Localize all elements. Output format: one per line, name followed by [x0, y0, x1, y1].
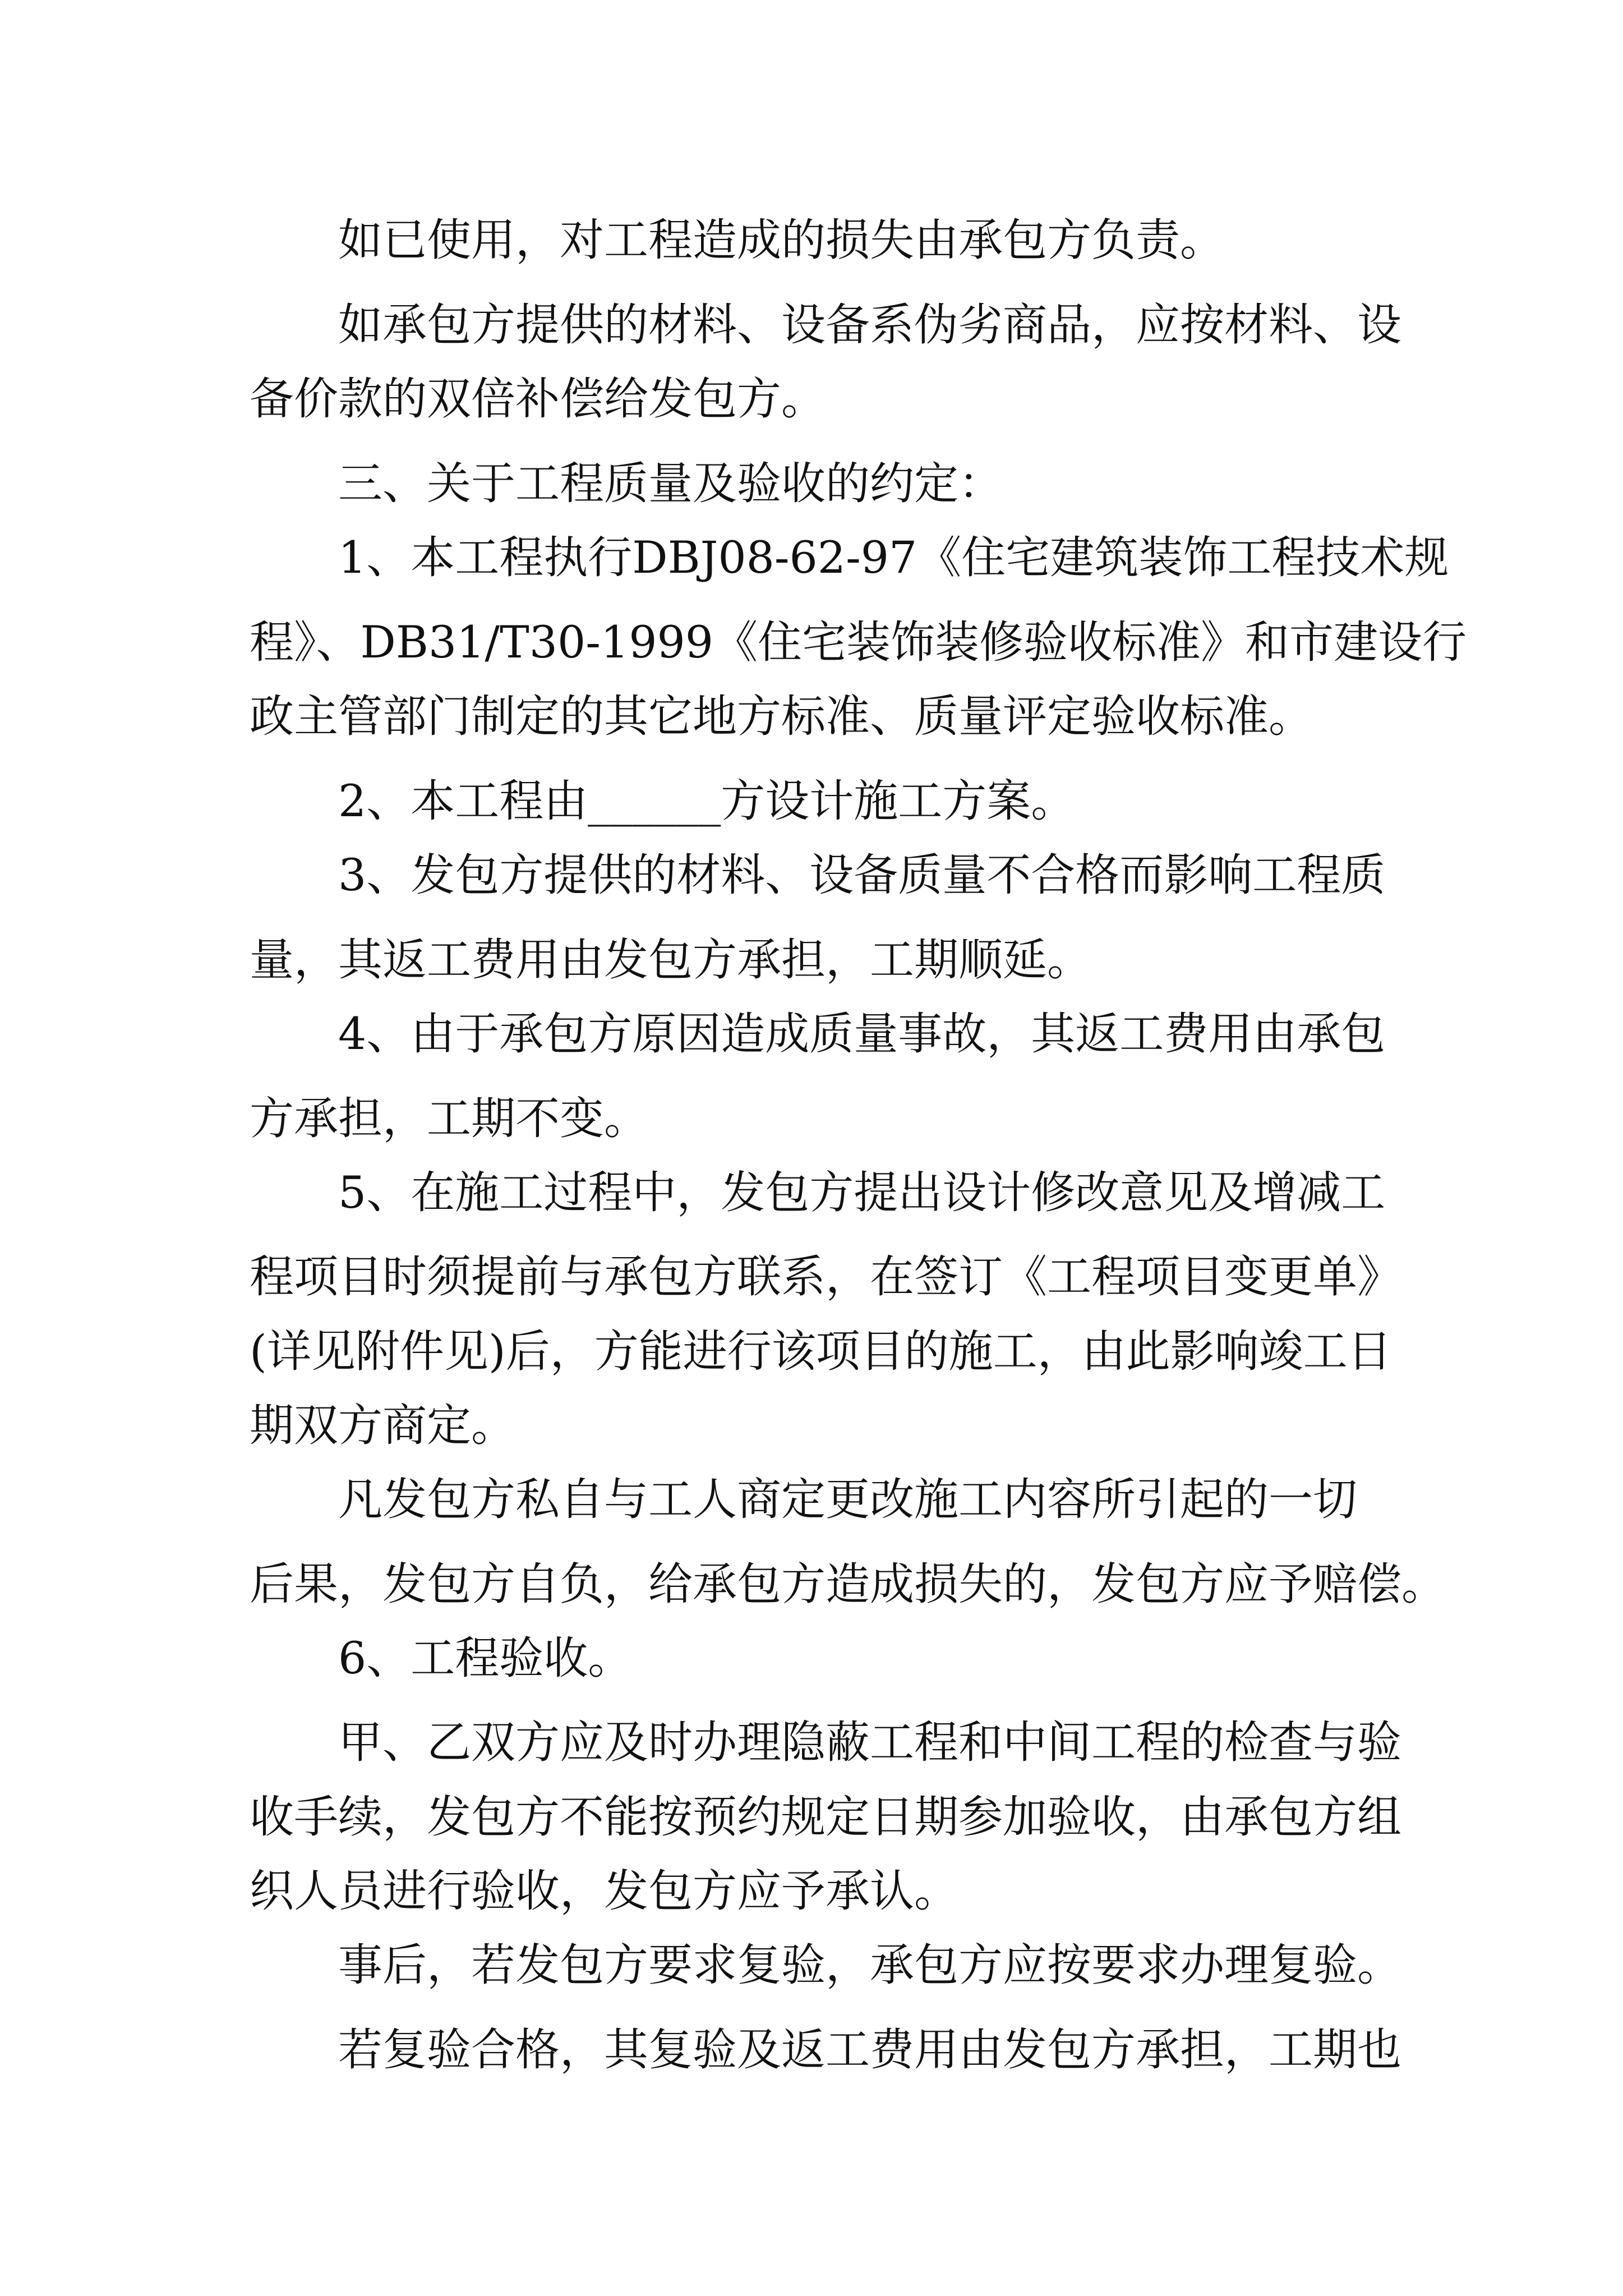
text-line: 甲、乙双方应及时办理隐蔽工程和中间工程的检查与验	[250, 1717, 1401, 1768]
text-line: 备价款的双倍补偿给发包方。	[250, 373, 826, 425]
text-line: 6、工程验收。	[250, 1632, 633, 1684]
section-heading: 三、关于工程质量及验收的约定：	[250, 458, 1003, 509]
text-line: 后果，发包方自负，给承包方造成损失的，发包方应予赔偿。	[250, 1558, 1446, 1610]
text-line: 事后，若发包方要求复验，承包方应按要求办理复验。	[250, 1939, 1401, 1991]
text-line: 4、由于承包方原因造成质量事故，其返工费用由承包	[250, 1008, 1386, 1060]
text-line: 如已使用，对工程造成的损失由承包方负责。	[250, 214, 1224, 266]
text-line: 凡发包方私自与工人商定更改施工内容所引起的一切	[250, 1474, 1357, 1525]
text-line: 2、本工程由______方设计施工方案。	[250, 775, 1076, 827]
text-line: 3、发包方提供的材料、设备质量不合格而影响工程质	[250, 849, 1386, 901]
text-line: 量，其返工费用由发包方承担，工期顺延。	[250, 934, 1091, 986]
text-line: 1、本工程执行DBJ08-62-97《住宅建筑装饰工程技术规	[250, 532, 1449, 583]
text-line: 织人员进行验收，发包方应予承认。	[250, 1865, 958, 1917]
text-line: 期双方商定。	[250, 1400, 515, 1451]
text-line: 收手续，发包方不能按预约规定日期参加验收，由承包方组	[250, 1791, 1401, 1843]
text-line: 政主管部门制定的其它地方标准、质量评定验收标准。	[250, 691, 1313, 742]
text-line: 方承担，工期不变。	[250, 1093, 648, 1144]
text-line: (详见附件见)后，方能进行该项目的施工，由此影响竣工日	[250, 1326, 1392, 1377]
text-line: 程项目时须提前与承包方联系，在签订《工程项目变更单》	[250, 1251, 1401, 1303]
text-line: 如承包方提供的材料、设备系伪劣商品，应按材料、设	[250, 299, 1401, 351]
text-line: 程》、DB31/T30-1999《住宅装饰装修验收标准》和市建设行	[250, 616, 1467, 668]
text-line: 5、在施工过程中，发包方提出设计修改意见及增减工	[250, 1167, 1386, 1218]
text-line: 若复验合格，其复验及返工费用由发包方承担，工期也	[250, 2024, 1401, 2076]
